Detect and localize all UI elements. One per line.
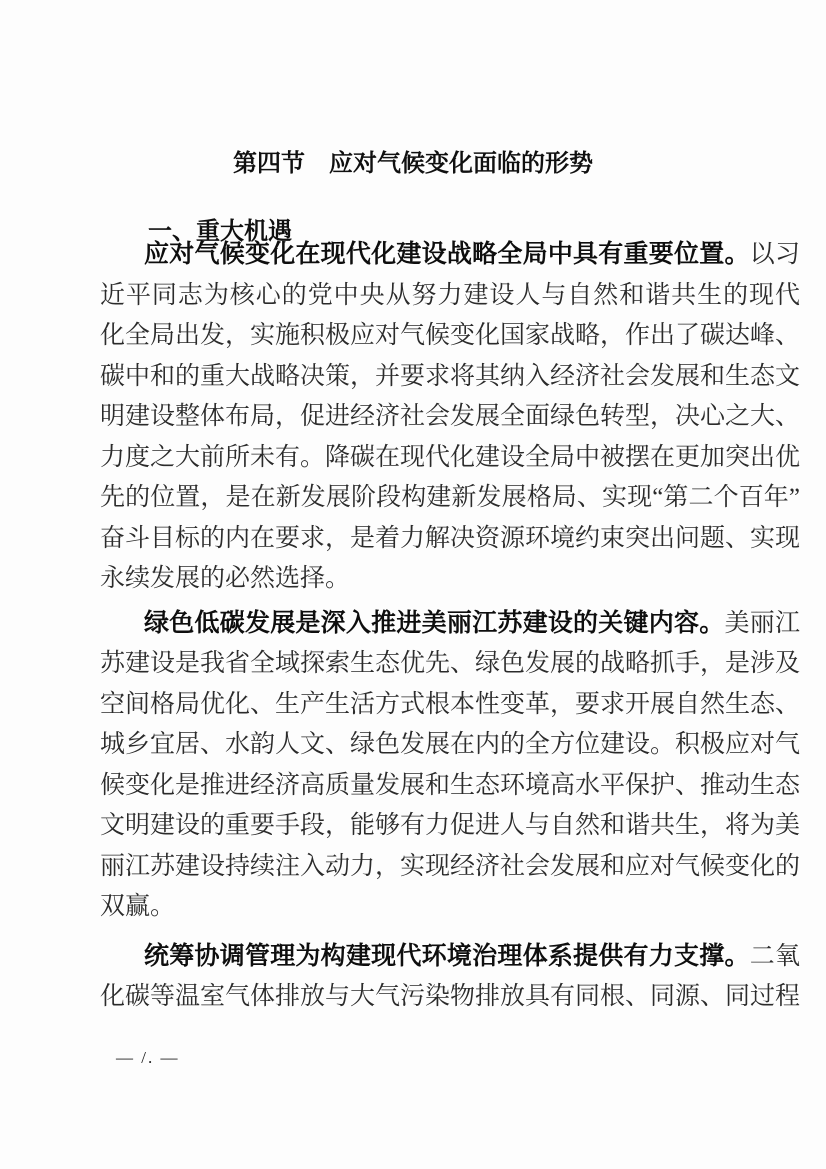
line-text: 文明建设的重要手段，能够有力促进人与自然和谐共生，将为美	[100, 812, 801, 839]
text-line	[100, 766, 800, 807]
lead-sentence: 绿色低碳发展是深入推进美丽江苏建设的关键内容。	[144, 609, 725, 637]
text-line	[100, 276, 800, 317]
line-text: 丽江苏建设持续注入动力，实现经济社会发展和应对气候变化的	[100, 852, 801, 880]
line-text: 双赢。	[100, 893, 176, 920]
line-text: 碳中和的重大战略决策，并要求将其纳入经济社会发展和生态文	[100, 362, 801, 390]
body-text	[100, 235, 800, 1018]
line-text: 苏建设是我省全域探索生态优先、绿色发展的战略抓手，是涉及	[100, 650, 801, 677]
text-line	[100, 725, 800, 766]
line-text: 化碳等温室气体排放与大气污染物排放具有同根、同源、同过程	[100, 983, 801, 1010]
text-line	[100, 357, 800, 398]
text-line	[100, 604, 800, 645]
line-text: 美丽江	[724, 609, 800, 637]
text-line	[100, 559, 800, 600]
text-line	[100, 685, 800, 726]
text-line	[100, 316, 800, 357]
text-line	[100, 478, 800, 519]
text-line	[100, 806, 800, 847]
text-line	[100, 397, 800, 438]
line-text: 二氧	[749, 942, 800, 970]
line-text: 候变化是推进经济高质量发展和生态环境高水平保护、推动生态	[100, 771, 801, 799]
line-text: 明建设整体布局，促进经济社会发展全面绿色转型，决心之大、	[100, 403, 801, 430]
paragraph-2	[100, 604, 800, 928]
text-line	[100, 977, 800, 1018]
text-line	[100, 235, 800, 276]
paragraph-1	[100, 235, 800, 600]
text-line	[100, 847, 800, 888]
section-heading: 一、重大机遇	[148, 217, 292, 245]
lead-sentence: 统筹协调管理为构建现代环境治理体系提供有力支撑。	[144, 942, 750, 970]
page-number: — /. —	[116, 1048, 180, 1067]
text-line	[100, 519, 800, 560]
text-line	[100, 438, 800, 479]
text-line	[100, 937, 800, 978]
text-line	[100, 644, 800, 685]
line-text: 空间格局优化、生产生活方式根本性变革，要求开展自然生态、	[100, 690, 801, 718]
line-text: 近平同志为核心的党中央从努力建设人与自然和谐共生的现代	[100, 281, 800, 309]
line-text: 化全局出发，实施积极应对气候变化国家战略，作出了碳达峰、	[100, 322, 801, 349]
line-text: 先的位置，是在新发展阶段构建新发展格局、实现“第二个百年”	[100, 484, 800, 511]
lead-sentence: 应对气候变化在现代化建设战略全局中具有重要位置。	[144, 241, 750, 268]
line-text: 永续发展的必然选择。	[100, 565, 351, 592]
line-text: 奋斗目标的内在要求，是着力解决资源环境约束突出问题、实现	[100, 524, 801, 552]
text-line	[100, 887, 800, 928]
doc-title: 第四节 应对气候变化面临的形势	[233, 150, 593, 178]
line-text: 城乡宜居、水韵人文、绿色发展在内的全方位建设。积极应对气	[100, 731, 801, 758]
paragraph-3	[100, 937, 800, 1018]
line-text: 力度之大前所未有。降碳在现代化建设全局中被摆在更加突出优	[100, 443, 801, 471]
line-text: 以习	[749, 241, 800, 268]
